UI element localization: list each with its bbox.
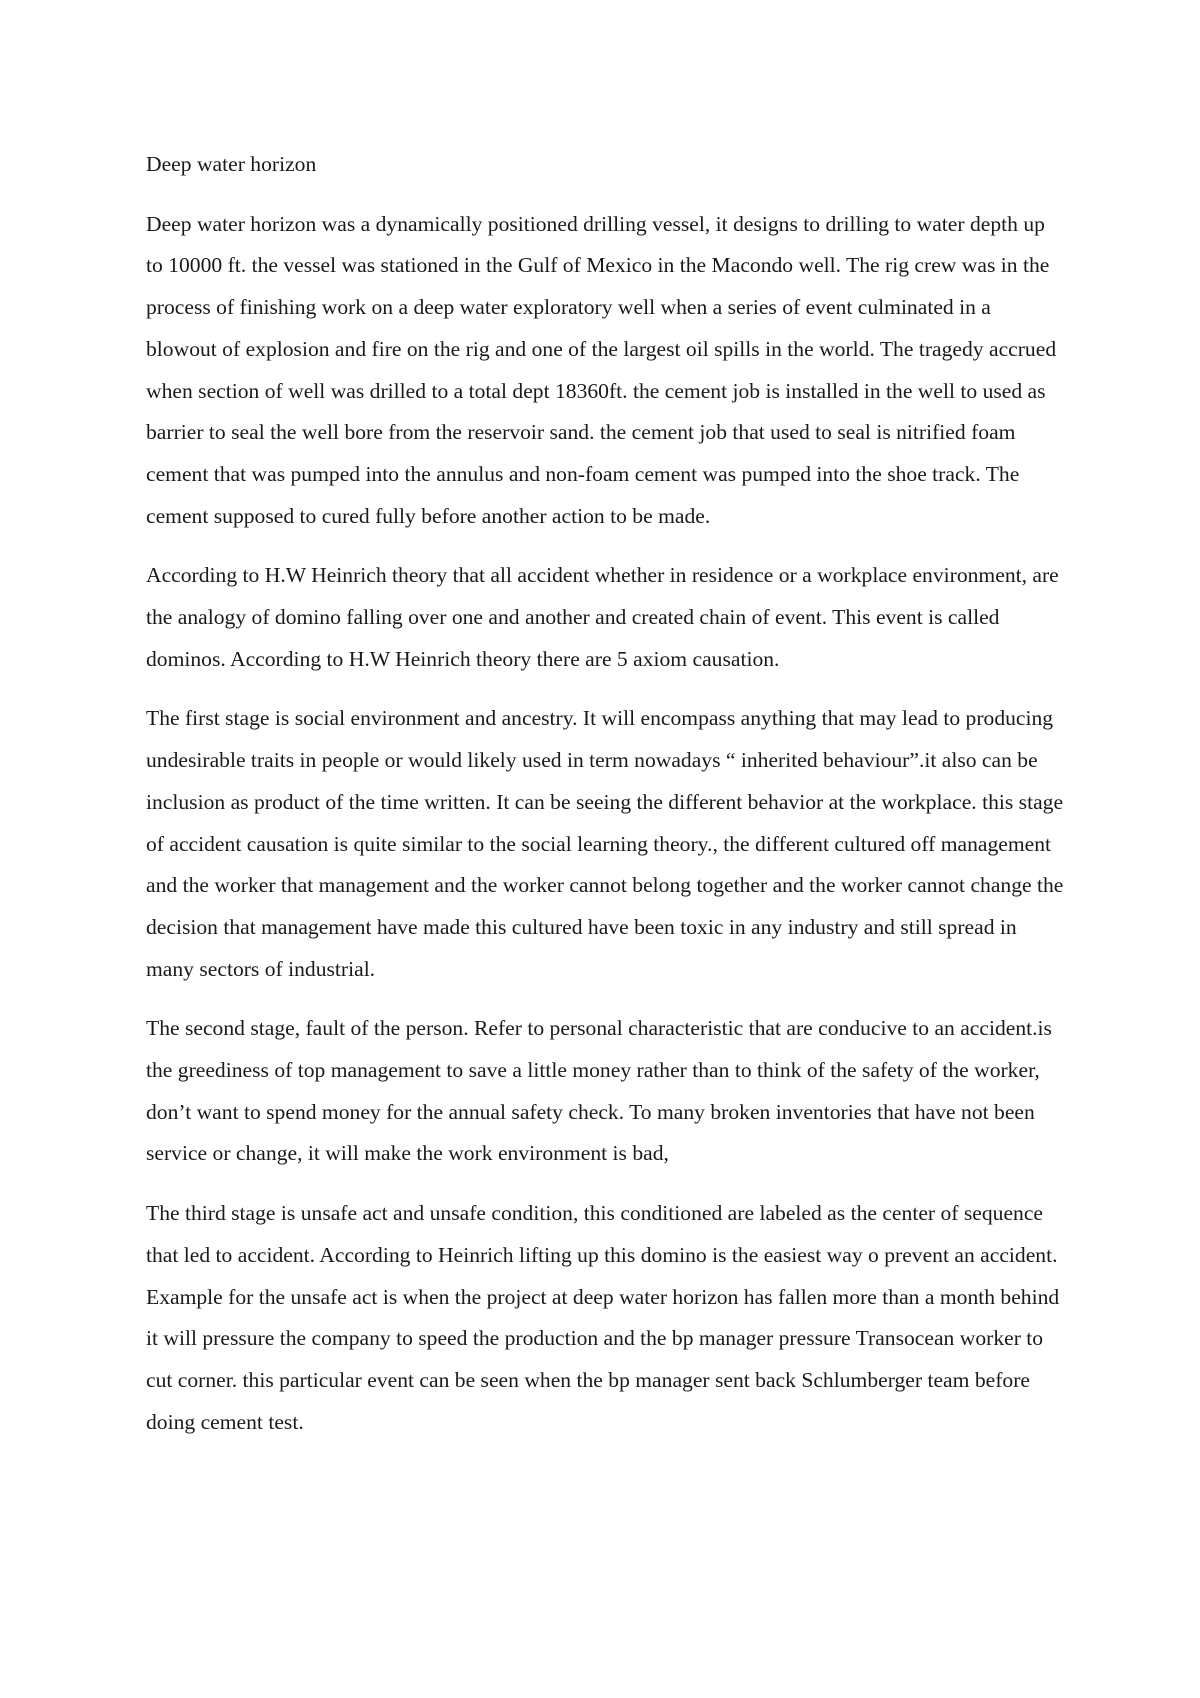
document-title: Deep water horizon [146, 152, 317, 176]
paragraph-third-stage: The third stage is unsafe act and unsafe condition, this conditioned are labeled as the center of sequence that led to accident. According to Heinrich lifting up this domino is the easiest way o prevent an accident. Example for the unsafe act is when the project at deep water horizon has fallen more than a month behind it will pressure the company to speed the production and the bp manager pressure Transocean worker to cut corner. this particular event can be seen when the bp manager sent back Schlumberger team before doing cement test. [146, 1201, 1060, 1434]
paragraph-second-stage: The second stage, fault of the person. Refer to personal characteristic that are conducive to an accident.is the greediness of top management to save a little money rather than to think of the safety of the worker, don’t want to spend money for the annual safety check. To many broken inventories that have not been service or change, it will make the work environment is bad, [146, 1016, 1052, 1166]
paragraph-deepwater-overview: Deep water horizon was a dynamically positioned drilling vessel, it designs to drilling to water depth up to 10000 ft. the vessel was stationed in the Gulf of Mexico in the Macondo well. The rig crew was in the process of finishing work on a deep water exploratory well when a series of event culminated in a blowout of explosion and fire on the rig and one of the largest oil spills in the world. The tragedy accrued when section of well was drilled to a total dept 18360ft. the cement job is installed in the well to used as barrier to seal the well bore from the reservoir sand. the cement job that used to seal is nitrified foam cement that was pumped into the annulus and non-foam cement was pumped into the shoe track. The cement supposed to cured fully before another action to be made. [146, 211, 1057, 528]
paragraph-heinrich-theory: According to H.W Heinrich theory that all accident whether in residence or a workplace environment, are the analogy of domino falling over one and another and created chain of event. This event is called dominos. According to H.W Heinrich theory there are 5 axiom causation. [146, 563, 1059, 671]
paragraph-first-stage: The first stage is social environment and ancestry. It will encompass anything that may lead to producing undesirable traits in people or would likely used in term nowadays “ inherited behaviour”.it also can be inclusion as product of the time written. It can be seeing the different behavior at the workplace. this stage of accident causation is quite similar to the social learning theory., the different cultured off management and the worker that management and the worker cannot belong together and the worker cannot change the decision that management have made this cultured have been toxic in any industry and still spread in many sectors of industrial. [146, 706, 1064, 981]
document-body [146, 144, 1066, 1461]
